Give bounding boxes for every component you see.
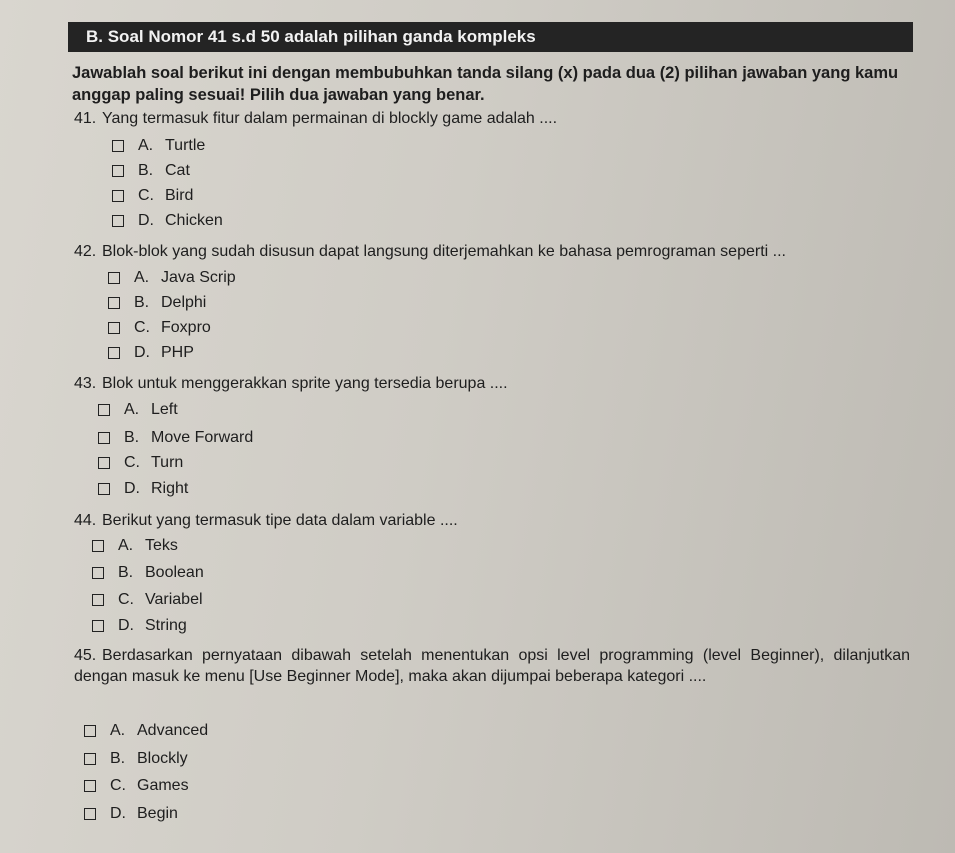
option-text: Bird (165, 187, 194, 204)
option-letter: D. (110, 805, 126, 822)
question-42 (74, 241, 786, 262)
question-text: Blok untuk menggerakkan sprite yang tersedia berupa .... (102, 375, 508, 392)
option-text: Blockly (137, 750, 188, 767)
option-text: Teks (145, 537, 178, 554)
option-letter: C. (134, 319, 150, 336)
checkbox[interactable] (84, 780, 96, 792)
checkbox[interactable] (84, 753, 96, 765)
option-41-a[interactable] (112, 136, 205, 156)
option-45-c[interactable] (84, 776, 189, 796)
option-letter: C. (138, 187, 154, 204)
option-43-c[interactable] (98, 453, 183, 473)
option-text: Boolean (145, 564, 204, 581)
option-letter: D. (134, 344, 150, 361)
option-45-b[interactable] (84, 749, 188, 769)
option-letter: D. (124, 480, 140, 497)
checkbox[interactable] (112, 165, 124, 177)
option-letter: A. (138, 137, 154, 154)
checkbox[interactable] (92, 620, 104, 632)
checkbox[interactable] (84, 725, 96, 737)
option-letter: B. (110, 750, 126, 767)
checkbox[interactable] (108, 272, 120, 284)
option-42-a[interactable] (108, 268, 236, 288)
checkbox[interactable] (84, 808, 96, 820)
option-text: Right (151, 480, 189, 497)
checkbox[interactable] (98, 432, 110, 444)
option-text: Begin (137, 805, 178, 822)
option-43-d[interactable] (98, 479, 188, 499)
question-text: Yang termasuk fitur dalam permainan di blockly game adalah .... (102, 110, 558, 127)
checkbox[interactable] (108, 297, 120, 309)
option-letter: C. (124, 454, 140, 471)
option-letter: C. (118, 591, 134, 608)
option-letter: B. (134, 294, 150, 311)
option-43-b[interactable] (98, 428, 253, 448)
checkbox[interactable] (112, 190, 124, 202)
option-letter: C. (110, 777, 126, 794)
option-text: Java Scrip (161, 269, 236, 286)
option-letter: A. (118, 537, 134, 554)
option-41-d[interactable] (112, 211, 223, 231)
checkbox[interactable] (98, 404, 110, 416)
section-heading: B. Soal Nomor 41 s.d 50 adalah pilihan ganda kompleks (68, 22, 913, 52)
option-42-c[interactable] (108, 318, 211, 338)
option-text: Games (137, 777, 189, 794)
option-42-b[interactable] (108, 293, 206, 313)
checkbox[interactable] (112, 140, 124, 152)
option-45-a[interactable] (84, 721, 208, 741)
option-44-c[interactable] (92, 590, 203, 610)
question-number: 41. (74, 110, 97, 127)
option-text: Foxpro (161, 319, 211, 336)
option-43-a[interactable] (98, 400, 178, 420)
option-text: Delphi (161, 294, 207, 311)
option-45-d[interactable] (84, 804, 178, 824)
checkbox[interactable] (92, 594, 104, 606)
question-41 (74, 108, 557, 129)
option-text: Advanced (137, 722, 209, 739)
option-letter: B. (124, 429, 140, 446)
option-text: Turn (151, 454, 184, 471)
option-text: String (145, 617, 187, 634)
checkbox[interactable] (98, 483, 110, 495)
question-number: 45. (74, 647, 97, 664)
option-text: Variabel (145, 591, 203, 608)
option-text: Turtle (165, 137, 206, 154)
option-44-b[interactable] (92, 563, 204, 583)
question-43 (74, 373, 508, 394)
checkbox[interactable] (108, 322, 120, 334)
checkbox[interactable] (92, 567, 104, 579)
checkbox[interactable] (108, 347, 120, 359)
option-letter: A. (110, 722, 126, 739)
option-letter: B. (118, 564, 134, 581)
question-44 (74, 510, 458, 531)
checkbox[interactable] (92, 540, 104, 552)
instruction-text: Jawablah soal berikut ini dengan membubuhkan tanda silang (x) pada dua (2) pilihan jawaban yang kamu anggap paling sesuai! Pilih dua jawaban yang benar. (72, 64, 899, 104)
checkbox[interactable] (112, 215, 124, 227)
option-letter: A. (124, 401, 140, 418)
question-45 (74, 645, 910, 687)
option-44-d[interactable] (92, 616, 187, 636)
option-text: Left (151, 401, 178, 418)
question-text: Berikut yang termasuk tipe data dalam variable .... (102, 512, 458, 529)
question-number: 44. (74, 512, 97, 529)
option-letter: D. (118, 617, 134, 634)
question-number: 42. (74, 243, 97, 260)
option-text: Move Forward (151, 429, 254, 446)
checkbox[interactable] (98, 457, 110, 469)
option-42-d[interactable] (108, 343, 194, 363)
option-text: PHP (161, 344, 194, 361)
question-number: 43. (74, 375, 97, 392)
option-letter: B. (138, 162, 154, 179)
option-41-b[interactable] (112, 161, 190, 181)
option-44-a[interactable] (92, 536, 178, 556)
question-text: Berdasarkan pernyataan dibawah setelah menentukan opsi level programming (level Beginner), dilanjutkan dengan masuk ke menu [Use Beginner Mode], maka akan dijumpai beberapa kategori .... (74, 647, 910, 685)
option-text: Chicken (165, 212, 223, 229)
option-letter: D. (138, 212, 154, 229)
option-41-c[interactable] (112, 186, 193, 206)
question-text: Blok-blok yang sudah disusun dapat langsung diterjemahkan ke bahasa pemrograman seperti ... (102, 243, 786, 260)
option-letter: A. (134, 269, 150, 286)
option-text: Cat (165, 162, 190, 179)
